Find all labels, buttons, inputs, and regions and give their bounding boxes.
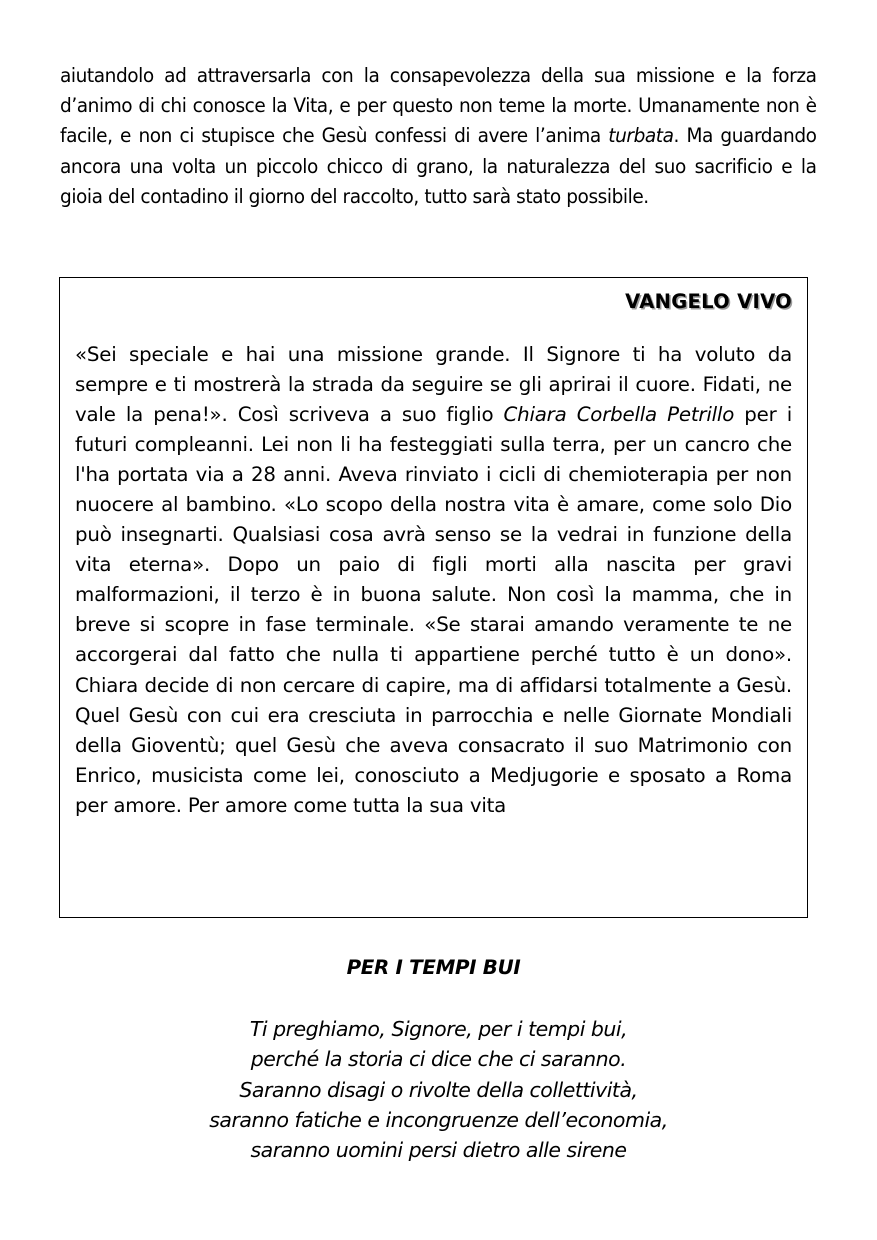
intro-paragraph: [60, 61, 817, 212]
box-title: VANGELO VIVO: [625, 290, 792, 313]
prayer-line: Ti preghiamo, Signore, per i tempi bui,: [249, 1017, 628, 1041]
prayer-line: perché la storia ci dice che ci saranno.: [250, 1047, 627, 1072]
prayer-lines: [0, 1014, 877, 1165]
box-italic-name: Chiara Corbella Petrillo: [503, 403, 735, 427]
intro-text-end: . Ma guardando ancora una volta un piccolo chicco di grano, la naturalezza del suo sacrificio e la gioia del contadino il giorno del raccolto, tutto sarà stato possibile.: [60, 124, 817, 208]
box-text-end: per i futuri compleanni. Lei non li ha festeggiati sulla terra, per un cancro che l'ha portata via a 28 anni. Aveva rinviato i cicli di chemioterapia per non nuocere al bambino. «Lo scopo della nostra vita è amare, come solo Dio può insegnarti. Qualsiasi cosa avrà senso se la vedrai in funzione della vita eterna». Dopo un paio di figli morti alla nascita per gravi malformazioni, il terzo è in buona salute. Non così la mamma, che in breve si scopre in fase terminale. «Se starai amando veramente te ne accorgerai dal fatto che nulla ti appartiene perché tutto è un dono». Chiara decide di non cercare di capire, ma di affidarsi totalmente a Gesù. Quel Gesù con cui era cresciuta in parrocchia e nelle Giornate Mondiali della Gioventù; quel Gesù che aveva consacrato il suo Matrimonio con Enrico, musicista come lei, conosciuto a Medjugorie e sposato a Roma per amore. Per amore come tutta la sua vita: [75, 403, 792, 817]
prayer-title: PER I TEMPI BUI: [346, 956, 521, 979]
intro-italic-word: turbata: [608, 124, 674, 148]
box-text-start: «Sei speciale e hai una missione grande. Il Signore ti ha voluto da sempre e ti mostrerà la strada da seguire se gli aprirai il cuore. Fidati, ne vale la pena!». Così scriveva a suo figlio: [75, 343, 792, 427]
intro-text-start: aiutandolo ad attraversarla con la consapevolezza della sua missione e la forza d’animo di chi conosce la Vita, e per questo non teme la morte. Umanamente non è facile, e non ci stupisce che Gesù confessi di avere l’anima: [60, 64, 817, 148]
prayer-line: saranno uomini persi dietro alle sirene: [250, 1138, 627, 1163]
prayer-line: Saranno disagi o rivolte della collettività,: [239, 1077, 638, 1102]
box-paragraph: [75, 340, 792, 821]
vangelo-vivo-box: [59, 277, 808, 918]
prayer-line: saranno fatiche e incongruenze dell’economia,: [209, 1107, 668, 1132]
